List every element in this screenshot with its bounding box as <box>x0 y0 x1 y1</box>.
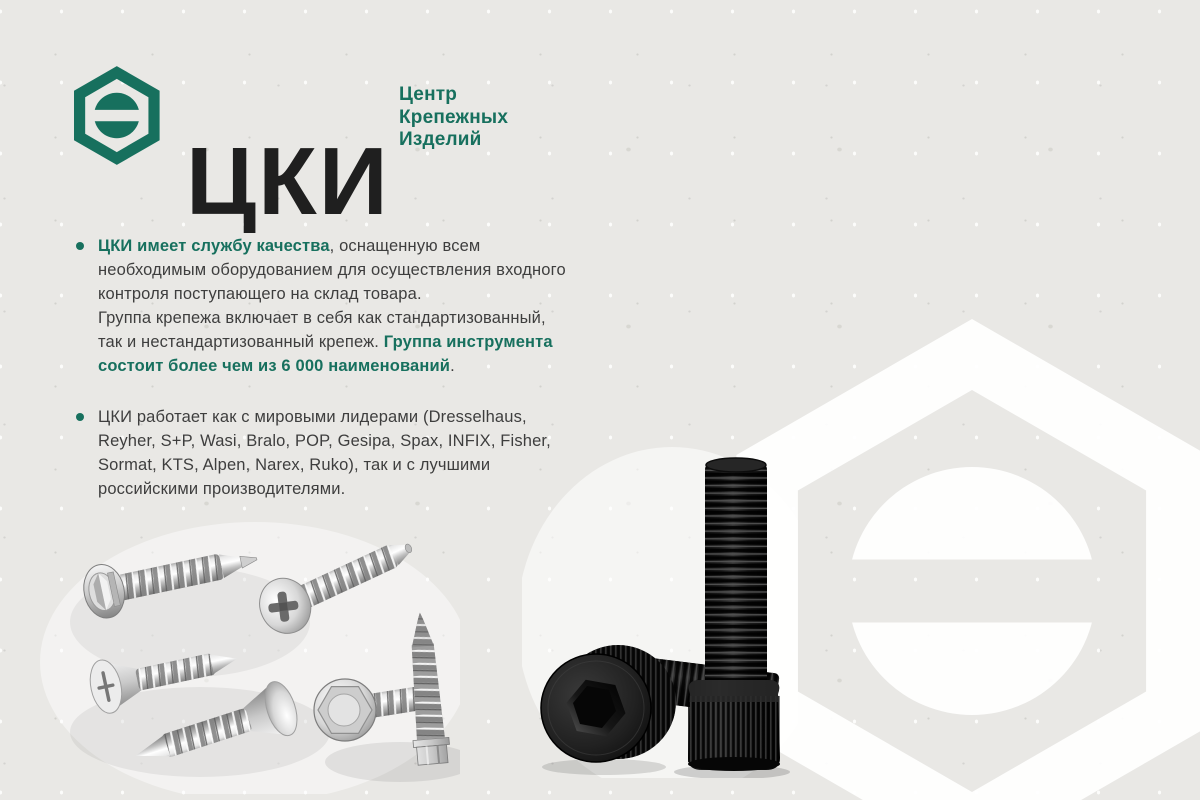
hexagon-watermark-icon <box>736 319 1200 800</box>
bullet-quality-text <box>98 234 570 378</box>
cki-logo-icon <box>74 66 160 165</box>
tagline-line: Изделий <box>399 129 482 150</box>
quality-group-tail: . <box>450 357 455 375</box>
hex-bolt-head <box>314 679 376 741</box>
bullet-dot <box>76 413 84 421</box>
brand-title: ЦКИ <box>186 128 390 236</box>
silver-fasteners-photo <box>40 512 460 794</box>
brand-tagline <box>399 84 508 152</box>
bullet-partners <box>76 405 588 501</box>
bullet-dot <box>76 242 84 250</box>
bullet-quality <box>76 234 588 378</box>
tagline-line: Крепежных <box>399 106 509 128</box>
quality-lead-bold: ЦКИ имеет службу качества <box>98 237 330 255</box>
quality-group-bold: Группа инструмента состоит более чем из 6 000 наименований <box>98 333 553 375</box>
quality-group-plain: Группа крепежа включает в себя как стандартизованный, так и нестандартизованный крепеж. <box>98 309 546 351</box>
quality-lead-rest: , оснащенную всем необходимым оборудованием для осуществления входного контроля поступающего на склад товара. <box>98 237 566 303</box>
bullet-list <box>76 234 588 528</box>
bullet-partners-text: ЦКИ работает как с мировыми лидерами (Dresselhaus, Reyher, S+P, Wasi, Bralo, POP, Gesipa, Spax, INFIX, Fisher, Sormat, KTS, Alpen, Narex, Ruko), так и с лучшими российскими производителями. <box>98 408 551 498</box>
tagline-line: Центр <box>399 84 458 105</box>
